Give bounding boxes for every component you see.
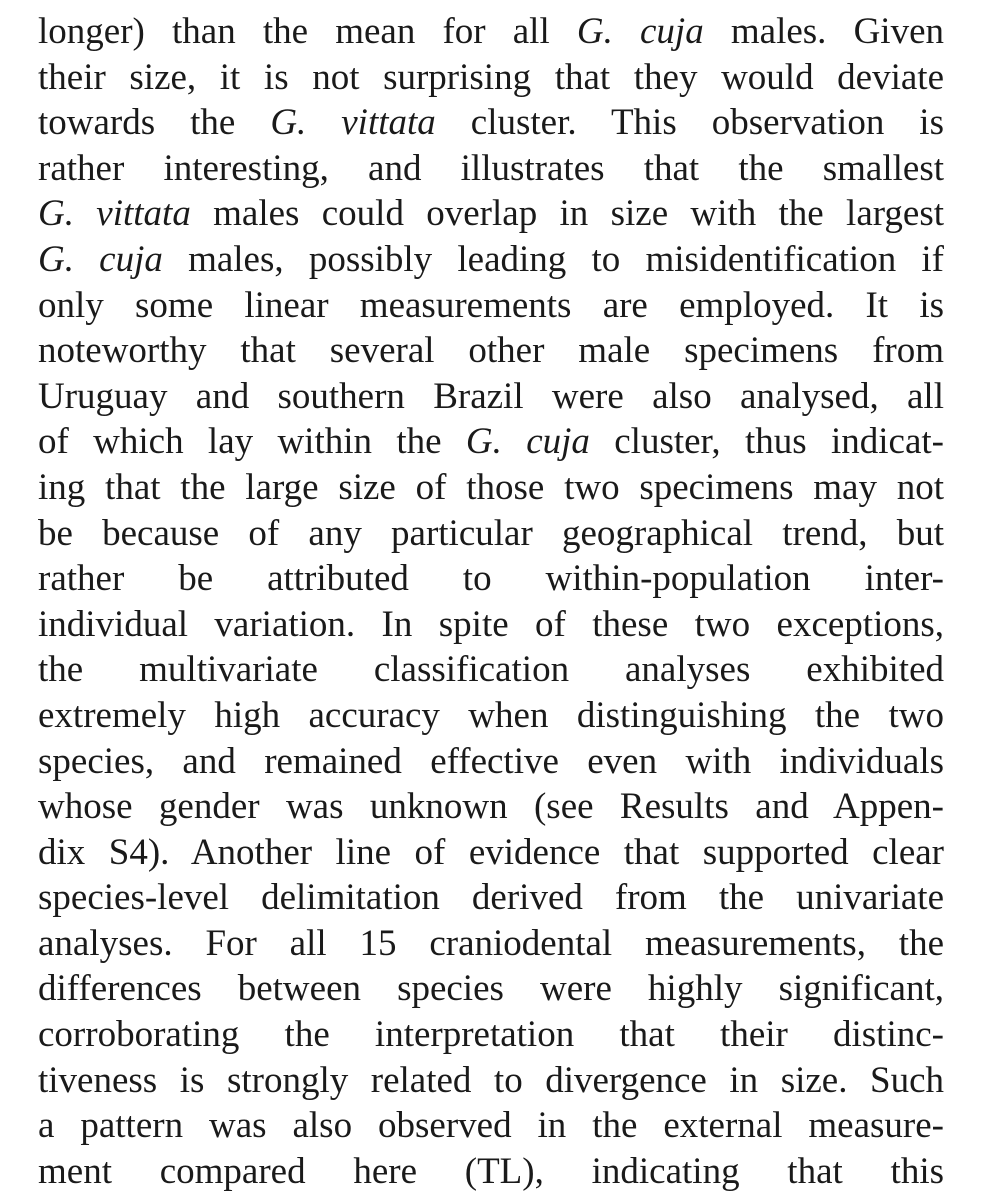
text-line	[38, 921, 944, 967]
text-line	[38, 1103, 944, 1149]
text-segment: only some linear measurements are employed. It is	[38, 284, 944, 326]
text-line	[38, 511, 944, 557]
text-line	[38, 875, 944, 921]
text-line	[38, 602, 944, 648]
text-line	[38, 9, 944, 55]
text-segment: individual variation. In spite of these two exceptions,	[38, 603, 944, 645]
text-segment: species, and remained effective even with individuals	[38, 740, 944, 782]
text-line	[38, 1012, 944, 1058]
text-segment: species-level delimitation derived from the univariate	[38, 877, 944, 919]
text-segment: rather interesting, and illustrates that the smallest	[38, 147, 944, 189]
text-line	[38, 419, 944, 465]
text-segment: Uruguay and southern Brazil were also analysed, all	[38, 375, 944, 417]
species-name: G. cuja	[576, 11, 704, 52]
text-line	[38, 784, 944, 830]
text-segment: towards the	[38, 102, 271, 144]
text-segment: extremely high accuracy when distinguishing the two	[38, 694, 944, 736]
text-line	[38, 1149, 944, 1195]
species-name: G. cuja	[465, 421, 590, 463]
text-line	[38, 1058, 944, 1104]
text-line	[38, 556, 944, 602]
text-line	[38, 966, 944, 1012]
text-line	[38, 693, 944, 739]
text-segment: whose gender was unknown (see Results and Appen-	[38, 786, 944, 828]
text-segment: males could overlap in size with the largest	[190, 193, 944, 235]
text-segment: ing that the large size of those two specimens may not	[38, 466, 944, 508]
text-line	[38, 237, 944, 283]
text-line	[38, 191, 944, 237]
text-segment: analyses. For all 15 craniodental measurements, the	[38, 922, 944, 964]
text-segment: the multivariate classification analyses exhibited	[38, 649, 944, 691]
text-segment: dix S4). Another line of evidence that supported clear	[38, 831, 944, 873]
text-segment: longer) than the mean for all	[38, 11, 577, 52]
text-line	[38, 647, 944, 693]
text-line	[38, 283, 944, 329]
text-segment: cluster. This observation is	[435, 102, 944, 144]
text-segment: corroborating the interpretation that their distinc-	[38, 1014, 944, 1056]
text-segment: be because of any particular geographical trend, but	[38, 512, 944, 554]
text-line	[38, 328, 944, 374]
text-segment: differences between species were highly significant,	[38, 968, 944, 1010]
species-name: G. vittata	[270, 102, 436, 144]
text-segment: ment compared here (TL), indicating that this	[38, 1150, 944, 1192]
text-line	[38, 830, 944, 876]
text-segment: rather be attributed to within-population inter-	[38, 558, 944, 600]
text-line	[38, 146, 944, 192]
text-segment: males. Given	[703, 11, 944, 52]
text-line	[38, 374, 944, 420]
text-segment: of which lay within the	[38, 421, 466, 463]
text-segment: their size, it is not surprising that they would deviate	[38, 56, 944, 98]
text-segment: males, possibly leading to misidentification if	[162, 238, 944, 280]
text-segment: cluster, thus indicat-	[589, 421, 944, 463]
text-line	[38, 55, 944, 101]
text-line	[38, 739, 944, 785]
text-line	[38, 465, 944, 511]
species-name: G. vittata	[38, 193, 191, 235]
text-segment: noteworthy that several other male specimens from	[38, 330, 944, 372]
text-segment: tiveness is strongly related to divergence in size. Such	[38, 1059, 944, 1101]
body-paragraph	[38, 9, 944, 1194]
text-segment: a pattern was also observed in the external measure-	[38, 1105, 944, 1147]
text-line	[38, 100, 944, 146]
species-name: G. cuja	[38, 238, 163, 280]
